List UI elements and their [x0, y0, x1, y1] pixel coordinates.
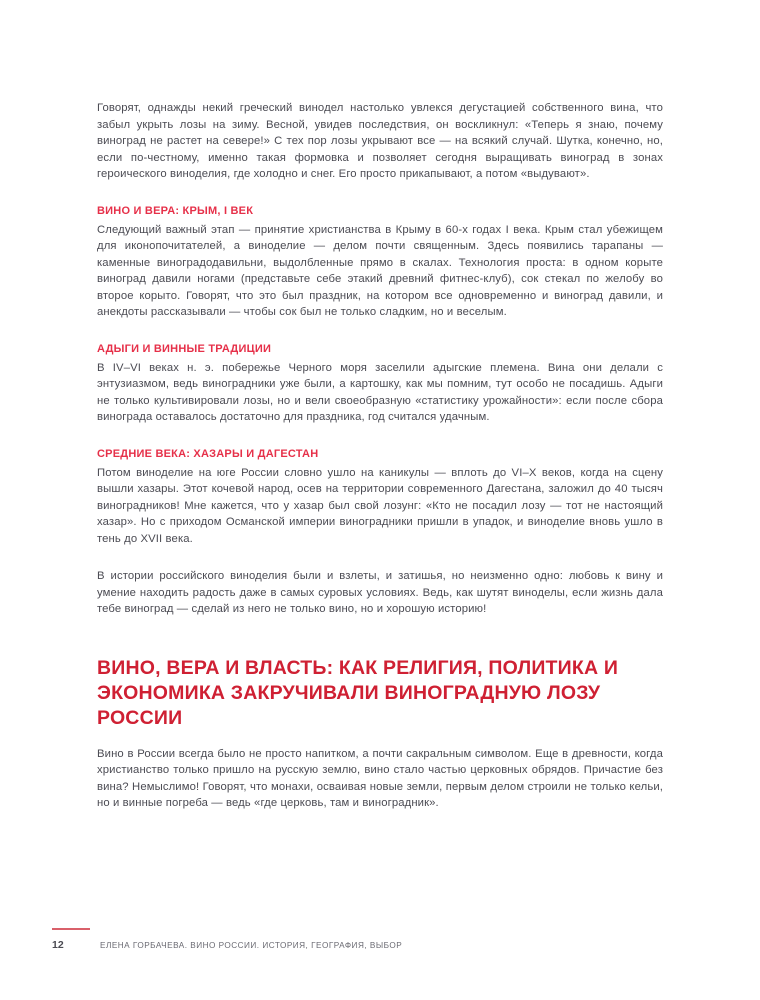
- section-vino-i-vera: [97, 204, 663, 321]
- section-srednie-veka: [97, 447, 663, 548]
- footer-book-title: ЕЛЕНА ГОРБАЧЕВА. ВИНО РОССИИ. ИСТОРИЯ, ГЕОГРАФИЯ, ВЫБОР: [100, 941, 403, 950]
- page-content-column: [97, 100, 663, 812]
- section-body-adygi: В IV–VI веках н. э. побережье Черного моря заселили адыгские племена. Вина они делали с энтузиазмом, ведь виноградники уже были, а картошку, как мы помним, тут особо не посадишь. Адыги не только культивировали лозы, но и вели своеобразную «статистику урожайности»: если после сбора винограда оставалось достаточно для праздника, год считался удачным.: [97, 361, 663, 423]
- section-heading-adygi: АДЫГИ И ВИННЫЕ ТРАДИЦИИ: [97, 342, 272, 355]
- footer-row: [52, 939, 402, 951]
- page-number: 12: [52, 939, 64, 951]
- section-heading-srednie-veka: СРЕДНИЕ ВЕКА: ХАЗАРЫ И ДАГЕСТАН: [97, 447, 319, 460]
- section-heading-vino-i-vera: ВИНО И ВЕРА: КРЫМ, I ВЕК: [97, 204, 254, 217]
- footer-rule-divider: [52, 928, 90, 930]
- intro-paragraph: Говорят, однажды некий греческий винодел настолько увлекся дегустацией собственного вина, что забыл укрыть лозы на зиму. Весной, увидев последствия, он воскликнул: «Теперь я знаю, почему виноград не растет на севере!» С тех пор лозы укрывают все — на всякий случай. Шутка, конечно, но, если по-честному, именно такая формовка и позволяет сегодня выращивать виноград в зонах героического виноделия, где холодно и снег. Его просто прикапывают, а потом «выдувают».: [97, 102, 663, 180]
- chapter-block: [97, 656, 663, 812]
- page-footer: [52, 928, 712, 954]
- chapter-title: ВИНО, ВЕРА И ВЛАСТЬ: КАК РЕЛИГИЯ, ПОЛИТИКА И ЭКОНОМИКА ЗАКРУЧИВАЛИ ВИНОГРАДНУЮ ЛОЗУ РОССИИ: [97, 656, 619, 729]
- closing-paragraph: В истории российского виноделия были и взлеты, и затишья, но неизменно одно: любовь к вину и умение находить радость даже в самых суровых условиях. Ведь, как шутят виноделы, если жизнь дала тебе виноград — сделай из него не только вино, но и хорошую историю!: [97, 570, 663, 615]
- section-body-vino-i-vera: Следующий важный этап — принятие христианства в Крыму в 60-х годах I века. Крым стал убежищем для иконопочитателей, а виноделие — делом почти священным. Здесь появились тарапаны — каменные виноградодавильни, выдолбленные прямо в скалах. Технология проста: в одном корыте виноград давили ногами (представьте себе этакий древний фитнес-клуб), сок стекал по желобу во второе корыто. Говорят, что это был праздник, на котором все одновременно и виноград давили, и анекдоты рассказывали — чтобы сок был не только сладким, но и веселым.: [97, 223, 663, 318]
- section-body-srednie-veka: Потом виноделие на юге России словно ушло на каникулы — вплоть до VI–X веков, когда на сцену вышли хазары. Этот кочевой народ, осев на территории современного Дагестана, заложил до 40 тысяч виноградников! Мне кажется, что у хазар был свой лозунг: «Кто не посадил лозу — тот не настоящий хазар». Но с приходом Османской империи виноградники пришли в упадок, и виноделие вновь ушло в тень до XVII века.: [97, 466, 663, 545]
- closing-block: [97, 568, 663, 618]
- section-adygi: [97, 342, 663, 426]
- chapter-intro-paragraph: Вино в России всегда было не просто напитком, а почти сакральным символом. Еще в древности, когда христианство только пришло на русскую землю, вино стало частью церковных обрядов. Причастие без вина? Немыслимо! Говорят, что монахи, осваивая новые земли, первым делом строили не только кельи, но и винные погреба — ведь «где церковь, там и виноградник».: [97, 747, 663, 809]
